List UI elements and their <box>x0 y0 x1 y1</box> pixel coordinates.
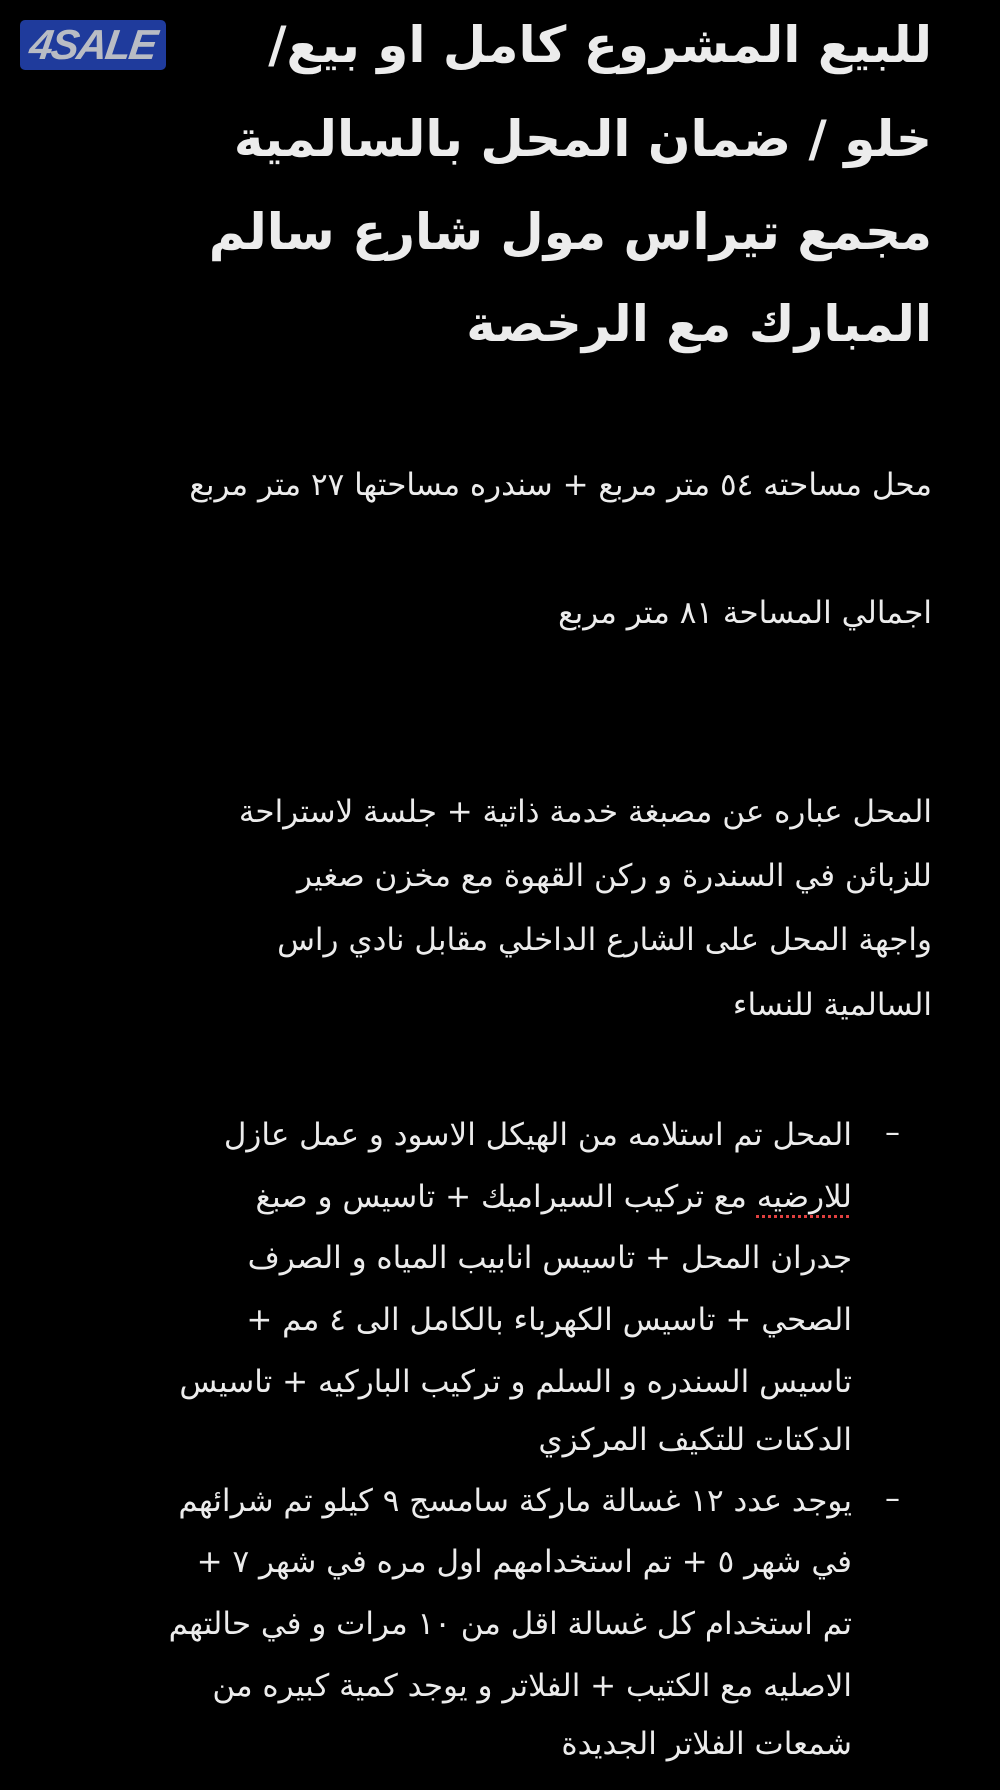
bullet-line: في شهر ٥ + تم استخدامهم اول مره في شهر ٧ + <box>196 1544 852 1580</box>
area-text: محل مساحته ٥٤ متر مربع + سندره مساحتها ٢٧ متر مربع <box>189 467 932 503</box>
bullet-line: المحل تم استلامه من الهيكل الاسود و عمل عازل <box>223 1117 852 1153</box>
total-area-text: اجمالي المساحة ٨١ متر مربع <box>558 595 932 631</box>
title-line: للبيع المشروع كامل او بيع/ <box>268 16 932 74</box>
title-line: المبارك مع الرخصة <box>466 295 932 353</box>
description-line: واجهة المحل على الشارع الداخلي مقابل نادي راس <box>277 922 932 958</box>
description-line: السالمية للنساء <box>732 987 932 1023</box>
description-line: للزبائن في السندرة و ركن القهوة مع مخزن صغير <box>296 858 932 894</box>
bullet-line: الاصليه مع الكتيب + الفلاتر و يوجد كمية كبيره من <box>212 1668 852 1704</box>
bullet-line: جدران المحل + تاسيس انابيب المياه و الصرف <box>247 1240 852 1276</box>
title-line: مجمع تيراس مول شارع سالم <box>208 203 932 261</box>
bullet-dash: – <box>885 1481 900 1517</box>
bullet-line: تم استخدام كل غسالة اقل من ١٠ مرات و في حالتهم <box>168 1606 852 1642</box>
bullet-dash: – <box>885 1115 900 1151</box>
bullet-line-rest: مع تركيب السيراميك + تاسيس و صبغ <box>255 1179 757 1215</box>
bullet-line: تاسيس السندره و السلم و تركيب الباركيه + تاسيس <box>179 1364 852 1400</box>
bullet-line: الدكتات للتكيف المركزي <box>538 1422 852 1458</box>
title-line: خلو / ضمان المحل بالسالمية <box>233 110 932 168</box>
description-line: المحل عباره عن مصبغة خدمة ذاتية + جلسة لاستراحة <box>238 794 932 830</box>
bullet-line <box>255 1179 852 1215</box>
bullet-line: يوجد عدد ١٢ غسالة ماركة سامسج ٩ كيلو تم شرائهم <box>178 1483 852 1519</box>
bullet-line: شمعات الفلاتر الجديدة <box>561 1726 852 1762</box>
misspelled-word[interactable]: للارضيه <box>756 1179 852 1215</box>
4sale-logo: 4SALE <box>20 20 166 70</box>
bullet-line: الصحي + تاسيس الكهرباء بالكامل الى ٤ مم + <box>246 1302 852 1338</box>
